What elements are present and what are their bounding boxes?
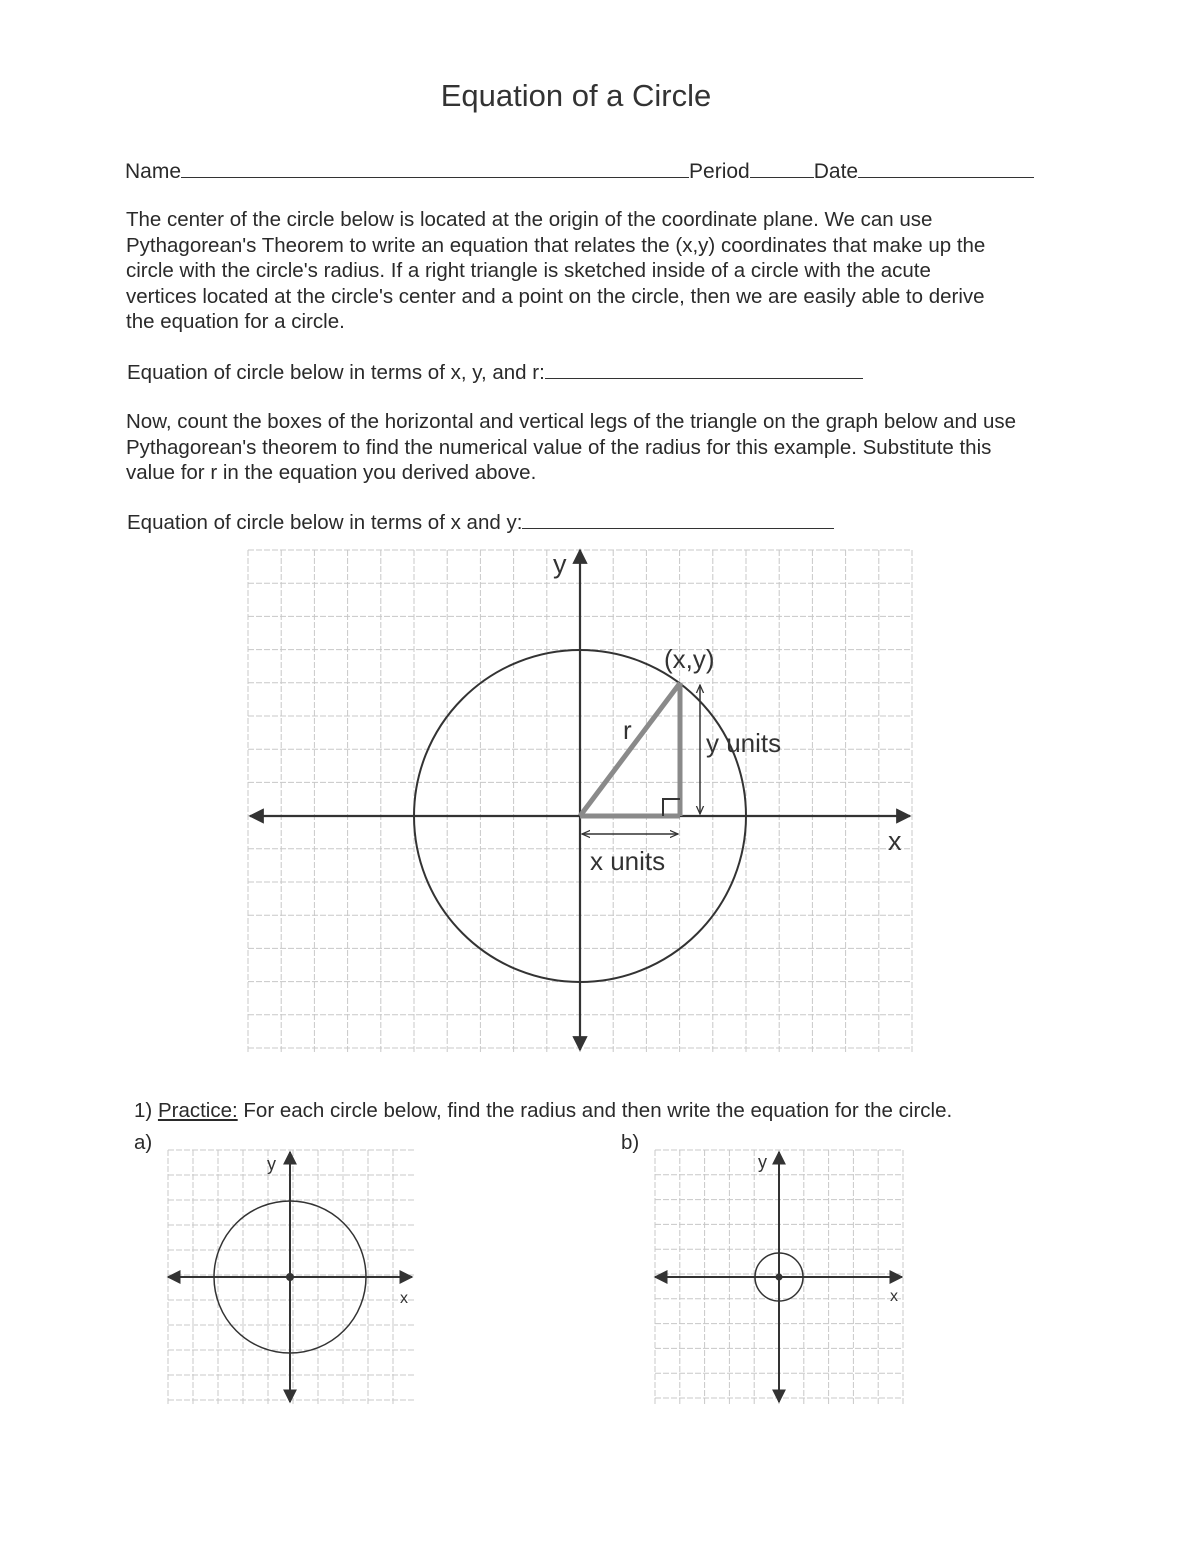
radius-label: r xyxy=(623,715,632,745)
intro-line: vertices located at the circle's center and a point on the circle, then we are easily able to derive xyxy=(126,284,985,308)
page-title: Equation of a Circle xyxy=(440,78,712,113)
practice-heading xyxy=(134,1099,952,1123)
intro-line: Pythagorean's Theorem to write an equation that relates the (x,y) coordinates that make up the xyxy=(126,233,986,257)
x-axis-label: x xyxy=(888,826,902,856)
name-label: Name xyxy=(125,160,182,183)
intro-line: circle with the circle's radius. If a right triangle is sketched inside of a circle with the acute xyxy=(126,259,931,282)
instruction-line: Now, count the boxes of the horizontal and vertical legs of the triangle on the graph below and use xyxy=(126,410,1017,433)
vertical-leg-label: y units xyxy=(706,728,782,758)
part-b-label: b) xyxy=(621,1131,640,1154)
x-axis-label: x xyxy=(890,1288,898,1305)
practice-label: Practice: xyxy=(157,1099,238,1122)
y-axis-label: y xyxy=(267,1154,276,1174)
instruction-line: value for r in the equation you derived above. xyxy=(126,461,537,484)
part-a-label: a) xyxy=(134,1131,153,1154)
y-axis-label: y xyxy=(553,549,567,579)
practice-number: 1) xyxy=(134,1099,153,1122)
prompt-text: Equation of circle below in terms of x, y, and r: xyxy=(127,361,545,384)
date-label: Date xyxy=(813,160,859,183)
center-point xyxy=(286,1273,294,1281)
point-label: (x,y) xyxy=(664,644,715,674)
period-label: Period xyxy=(689,160,750,183)
prompt-text: Equation of circle below in terms of x and y: xyxy=(127,511,523,534)
horizontal-leg-label: x units xyxy=(590,846,666,876)
practice-text: For each circle below, find the radius and then write the equation for the circle. xyxy=(243,1099,953,1122)
intro-line: The center of the circle below is located at the origin of the coordinate plane. We can use xyxy=(126,208,933,231)
x-axis-label: x xyxy=(400,1290,408,1307)
right-angle-mark xyxy=(663,799,680,816)
practice-graph-b xyxy=(655,1150,903,1404)
instruction-line: Pythagorean's theorem to find the numerical value of the radius for this example. Substitute this xyxy=(126,435,992,459)
y-axis-label: y xyxy=(758,1152,767,1172)
practice-graph-a xyxy=(168,1150,416,1404)
center-point xyxy=(776,1274,783,1281)
intro-line: the equation for a circle. xyxy=(126,310,345,333)
